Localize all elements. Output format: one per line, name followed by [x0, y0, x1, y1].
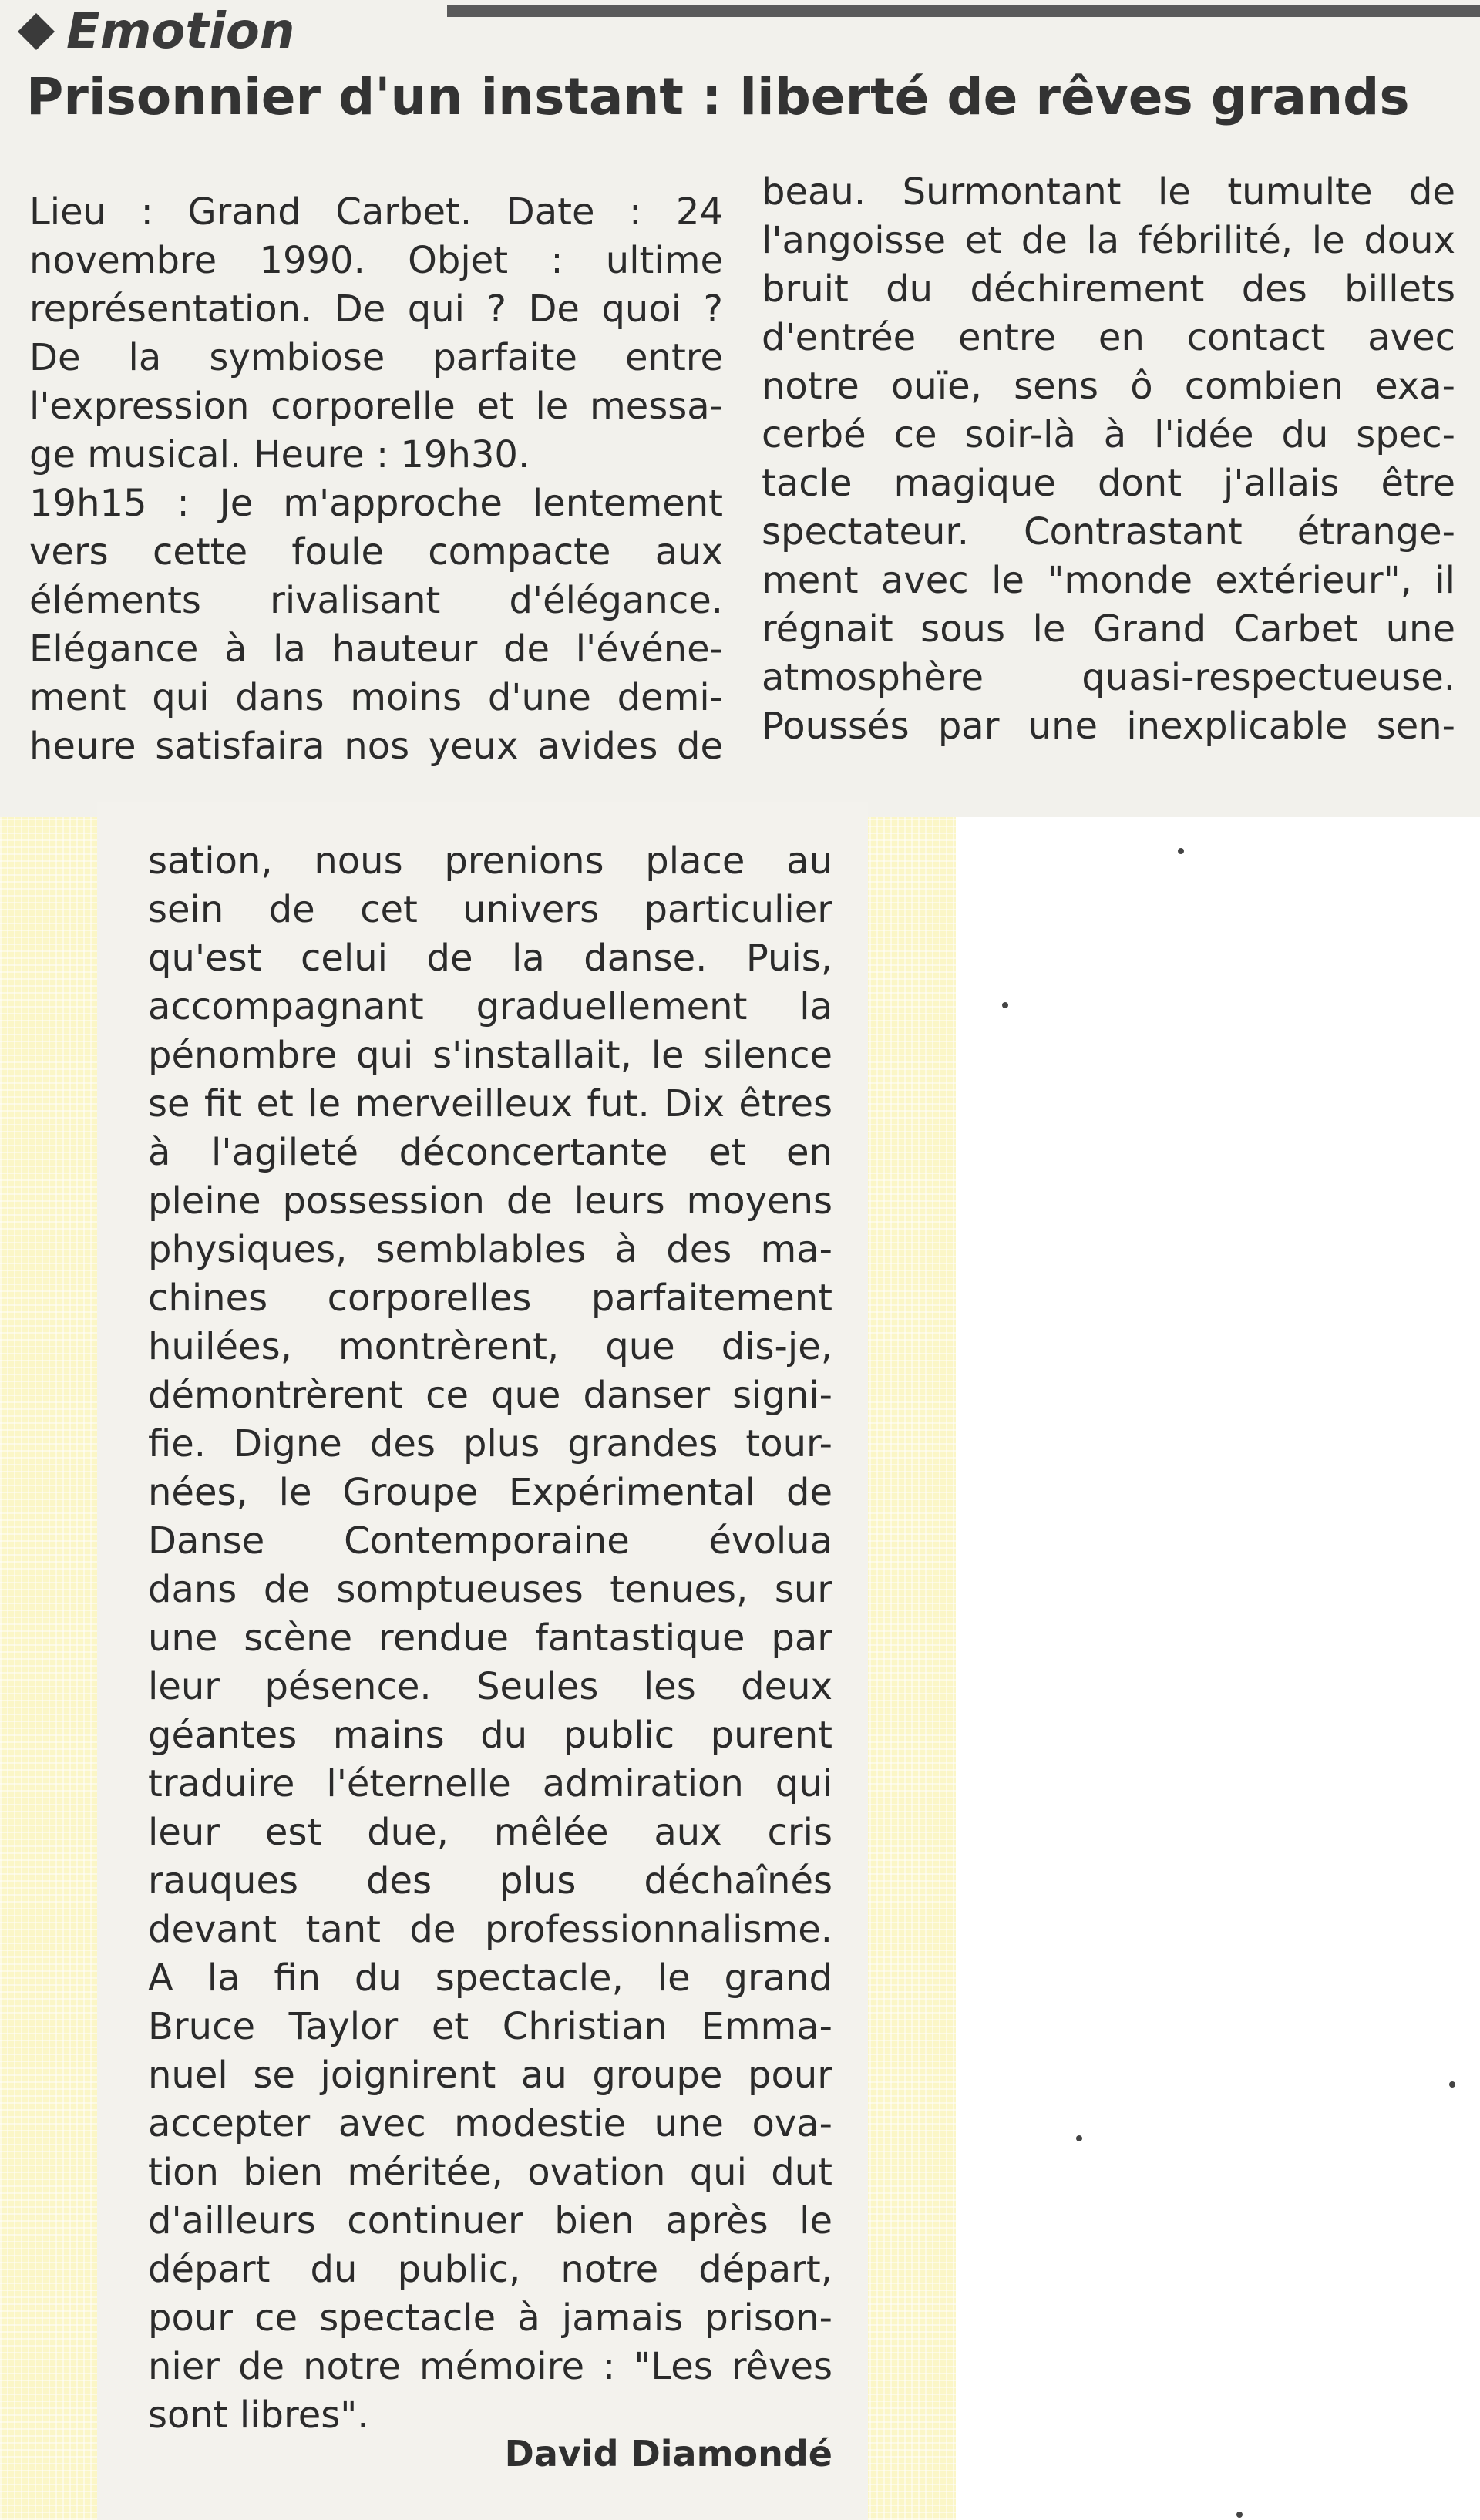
text-line: sont libres". — [148, 2394, 369, 2437]
article-column-right — [762, 168, 1455, 751]
dust-speck — [1236, 2512, 1243, 2518]
text-line: cerbé ce soir-là à l'idée du spec- — [762, 413, 1455, 456]
text-line: spectateur. Contrastant étrange- — [762, 510, 1455, 553]
top-rule — [447, 5, 1480, 17]
text-line: huilées, montrèrent, que dis-je, — [148, 1325, 832, 1368]
text-line: rauques des plus déchaînés — [148, 1859, 832, 1903]
text-line: fie. Digne des plus grandes tour- — [148, 1422, 832, 1465]
text-line: tion bien méritée, ovation qui dut — [148, 2151, 832, 2194]
text-line: à l'agileté déconcertante et en — [148, 1131, 832, 1174]
text-line: l'expression corporelle et le messa- — [29, 385, 723, 428]
text-line: ge musical. Heure : 19h30. — [29, 433, 530, 476]
text-line: départ du public, notre départ, — [148, 2248, 832, 2291]
dust-speck — [1178, 848, 1184, 854]
text-line: qu'est celui de la danse. Puis, — [148, 937, 832, 980]
section-label — [23, 3, 294, 60]
text-line: bruit du déchirement des billets — [762, 267, 1455, 311]
text-line: heure satisfaira nos yeux avides de — [29, 725, 723, 768]
text-line: d'entrée entre en contact avec — [762, 316, 1455, 359]
text-line: traduire l'éternelle admiration qui — [148, 1762, 832, 1805]
dust-speck — [1449, 2081, 1455, 2088]
text-line: tacle magique dont j'allais être — [762, 462, 1455, 505]
text-line: nées, le Groupe Expérimental de — [148, 1471, 832, 1514]
text-line: pour ce spectacle à jamais prison- — [148, 2296, 832, 2340]
text-line: novembre 1990. Objet : ultime — [29, 239, 723, 282]
text-line: notre ouïe, sens ô combien exa- — [762, 365, 1455, 408]
text-line: une scène rendue fantastique par — [148, 1617, 832, 1660]
text-line: se fit et le merveilleux fut. Dix êtres — [148, 1082, 832, 1125]
text-line: devant tant de professionnalisme. — [148, 1908, 832, 1951]
text-line: beau. Surmontant le tumulte de — [762, 170, 1455, 214]
text-line: ment avec le "monde extérieur", il — [762, 559, 1455, 602]
text-line: accompagnant graduellement la — [148, 985, 832, 1028]
text-line: 19h15 : Je m'approche lentement — [29, 482, 723, 525]
text-line: Bruce Taylor et Christian Emma- — [148, 2005, 832, 2048]
article-column-continued — [148, 837, 832, 2440]
yellow-backing-left — [0, 817, 100, 2520]
diamond-bullet-icon — [18, 13, 55, 50]
text-line: ment qui dans moins d'une demi- — [29, 676, 723, 719]
text-line: Lieu : Grand Carbet. Date : 24 — [29, 190, 723, 234]
text-line: éléments rivalisant d'élégance. — [29, 579, 723, 622]
section-title: Emotion — [66, 3, 295, 60]
dust-speck — [1076, 2135, 1082, 2141]
text-line: vers cette foule compacte aux — [29, 530, 723, 574]
headline: Prisonnier d'un instant : liberté de rêves grands — [26, 67, 1410, 126]
text-line: géantes mains du public purent — [148, 1714, 832, 1757]
text-line: Poussés par une inexplicable sen- — [762, 705, 1455, 748]
dust-speck — [1002, 1002, 1008, 1008]
text-line: leur pésence. Seules les deux — [148, 1665, 832, 1708]
text-line: nuel se joignirent au groupe pour — [148, 2054, 832, 2097]
text-line: l'angoisse et de la fébrilité, le doux — [762, 219, 1455, 262]
text-line: pleine possession de leurs moyens — [148, 1179, 832, 1223]
text-line: démontrèrent ce que danser signi- — [148, 1374, 832, 1417]
text-line: De la symbiose parfaite entre — [29, 336, 723, 379]
author-signature: David Diamondé — [504, 2433, 832, 2475]
text-line: Elégance à la hauteur de l'événe- — [29, 627, 723, 671]
text-line: sation, nous prenions place au — [148, 839, 832, 883]
text-line: atmosphère quasi-respectueuse. — [762, 656, 1455, 699]
text-line: d'ailleurs continuer bien après le — [148, 2199, 832, 2242]
article-column-left — [29, 188, 723, 771]
text-line: pénombre qui s'installait, le silence — [148, 1034, 832, 1077]
text-line: leur est due, mêlée aux cris — [148, 1811, 832, 1854]
text-line: Danse Contemporaine évolua — [148, 1519, 832, 1563]
text-line: chines corporelles parfaitement — [148, 1277, 832, 1320]
text-line: dans de somptueuses tenues, sur — [148, 1568, 832, 1611]
text-line: représentation. De qui ? De quoi ? — [29, 288, 723, 331]
text-line: A la fin du spectacle, le grand — [148, 1956, 832, 2000]
text-line: nier de notre mémoire : "Les rêves — [148, 2345, 832, 2388]
text-line: régnait sous le Grand Carbet une — [762, 607, 1455, 651]
text-line: physiques, semblables à des ma- — [148, 1228, 832, 1271]
text-line: accepter avec modestie une ova- — [148, 2102, 832, 2145]
text-line: sein de cet univers particulier — [148, 888, 832, 931]
yellow-backing-right — [856, 817, 956, 2520]
